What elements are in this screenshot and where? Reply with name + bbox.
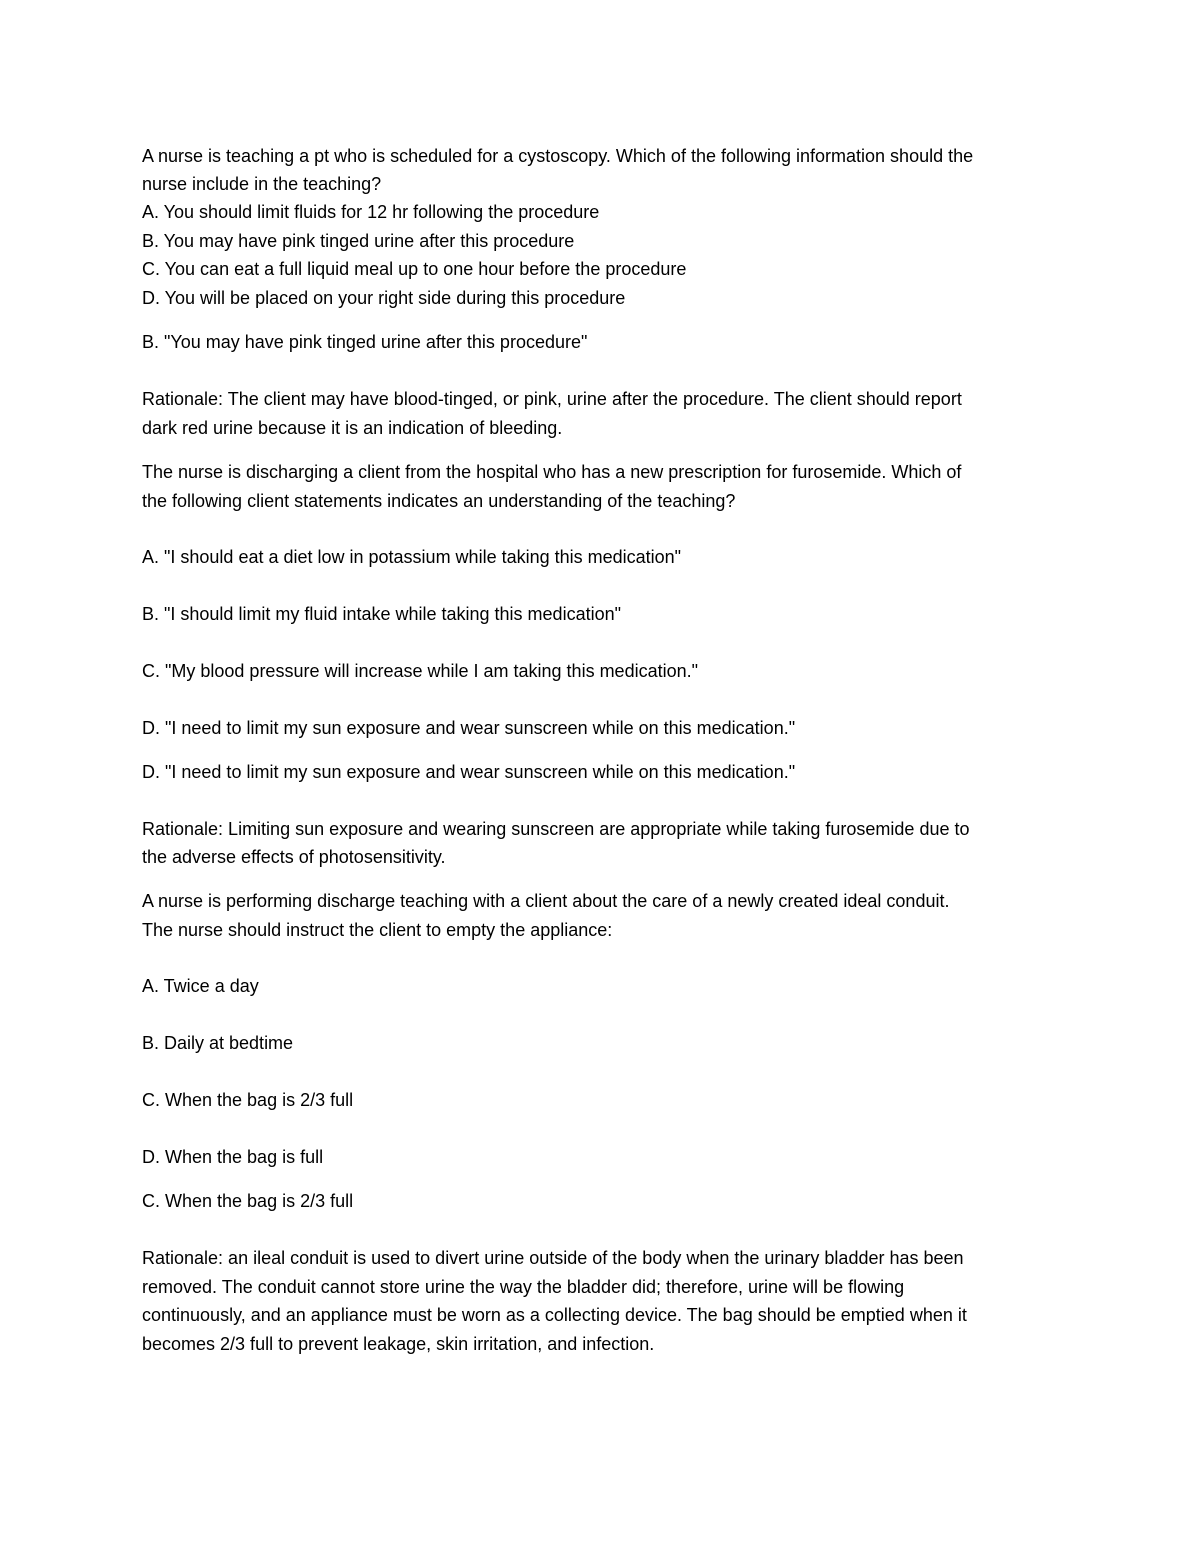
q2-option-c: C. "My blood pressure will increase while I am taking this medication." <box>142 661 699 681</box>
q3-option-c: C. When the bag is 2/3 full <box>142 1090 354 1110</box>
q2-option-a: A. "I should eat a diet low in potassium while taking this medication" <box>142 547 682 567</box>
q1-rationale-line-1: Rationale: The client may have blood-tinged, or pink, urine after the procedure. The client should report <box>142 389 962 409</box>
q3-rationale-line-1: Rationale: an ileal conduit is used to divert urine outside of the body when the urinary bladder has been <box>142 1248 964 1268</box>
q1-option-a: A. You should limit fluids for 12 hr following the procedure <box>142 202 600 222</box>
q1-option-c: C. You can eat a full liquid meal up to one hour before the procedure <box>142 259 687 279</box>
q2-rationale-line-1: Rationale: Limiting sun exposure and wearing sunscreen are appropriate while taking furosemide due to <box>142 819 970 839</box>
q1-rationale-line-2: dark red urine because it is an indication of bleeding. <box>142 418 563 438</box>
q1-option-d: D. You will be placed on your right side during this procedure <box>142 288 626 308</box>
q2-option-d: D. "I need to limit my sun exposure and wear sunscreen while on this medication." <box>142 718 796 738</box>
q2-answer: D. "I need to limit my sun exposure and wear sunscreen while on this medication." <box>142 762 796 782</box>
q3-stem-line-1: A nurse is performing discharge teaching with a client about the care of a newly created ideal conduit. <box>142 891 950 911</box>
q1-option-b: B. You may have pink tinged urine after this procedure <box>142 231 575 251</box>
q2-option-b: B. "I should limit my fluid intake while taking this medication" <box>142 604 621 624</box>
q1-stem-line-1: A nurse is teaching a pt who is scheduled for a cystoscopy. Which of the following information should the <box>142 146 974 166</box>
q3-rationale-line-4: becomes 2/3 full to prevent leakage, skin irritation, and infection. <box>142 1334 655 1354</box>
q3-rationale-line-2: removed. The conduit cannot store urine the way the bladder did; therefore, urine will be flowing <box>142 1277 905 1297</box>
q3-option-b: B. Daily at bedtime <box>142 1033 294 1053</box>
q2-rationale-line-2: the adverse effects of photosensitivity. <box>142 847 446 867</box>
q3-answer: C. When the bag is 2/3 full <box>142 1191 354 1211</box>
q1-stem-line-2: nurse include in the teaching? <box>142 174 382 194</box>
q3-stem-line-2: The nurse should instruct the client to empty the appliance: <box>142 920 613 940</box>
q3-option-a: A. Twice a day <box>142 976 259 996</box>
q2-stem-line-1: The nurse is discharging a client from the hospital who has a new prescription for furosemide. Which of <box>142 462 962 482</box>
q1-answer: B. "You may have pink tinged urine after this procedure" <box>142 332 588 352</box>
q3-rationale-line-3: continuously, and an appliance must be worn as a collecting device. The bag should be emptied when it <box>142 1305 967 1325</box>
q3-option-d: D. When the bag is full <box>142 1147 324 1167</box>
q2-stem-line-2: the following client statements indicates an understanding of the teaching? <box>142 491 736 511</box>
